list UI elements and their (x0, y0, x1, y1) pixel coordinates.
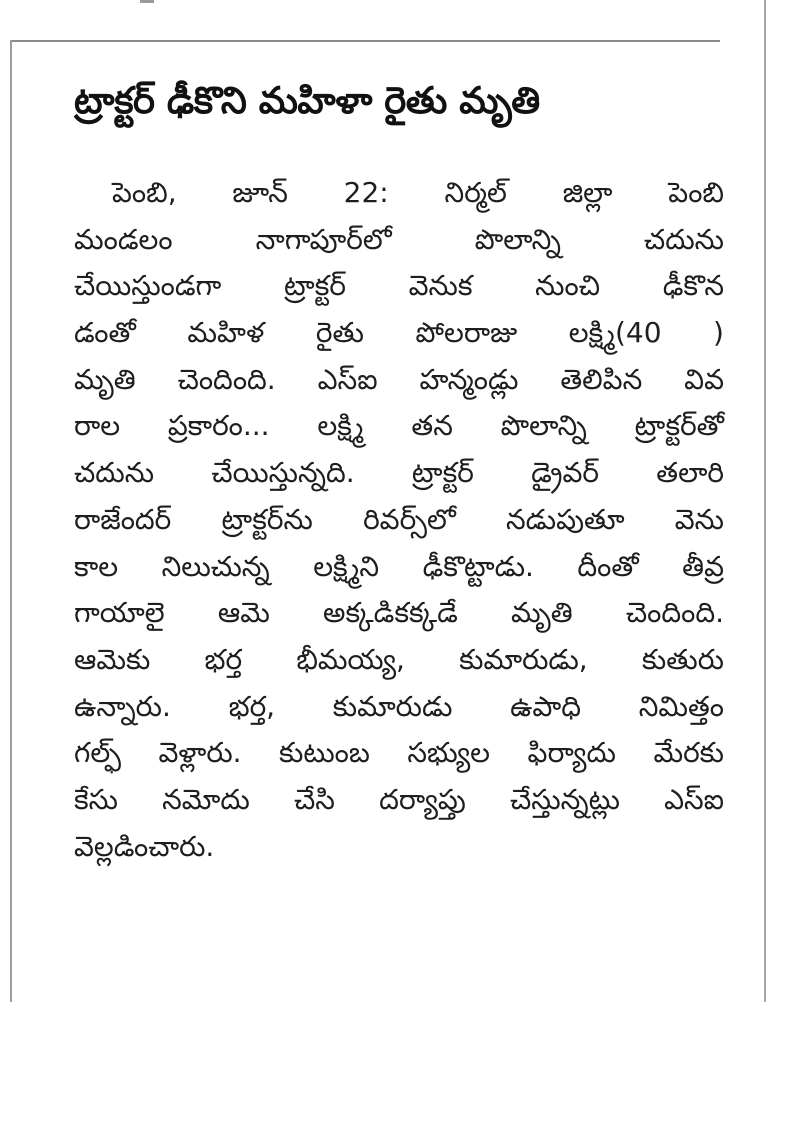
news-article (74, 68, 724, 870)
article-body-line: చదును చేయిస్తున్నది. ట్రాక్టర్ డ్రైవర్ తలారి (74, 456, 724, 490)
article-body-line: ఉన్నారు. భర్త, కుమారుడు ఉపాధి నిమిత్తం (74, 689, 724, 723)
article-body (74, 170, 724, 870)
article-headline: ట్రాక్టర్ ఢీకొని మహిళా రైతు మృతి (74, 79, 540, 122)
right-column-rule (764, 0, 766, 1002)
article-body-line: గల్ఫ్ వెళ్లారు. కుటుంబ సభ్యుల ఫిర్యాదు మేరకు (74, 736, 724, 770)
article-body-line: రాజేందర్ ట్రాక్టర్‌ను రివర్స్‌లో నడుపుతూ వెను (74, 502, 724, 536)
article-body-line: పెంబి, జూన్ 22: నిర్మల్ జిల్లా పెంబి (112, 176, 724, 209)
top-column-rule (10, 40, 720, 42)
article-body-line: మండలం నాగాపూర్‌లో పొలాన్ని చదును (74, 222, 724, 256)
article-body-line: చేయిస్తుండగా ట్రాక్టర్ వెనుక నుంచి ఢీకొన (74, 269, 724, 303)
article-body-line: డంతో మహిళ రైతు పోలరాజు లక్ష్మి(40 ) (74, 316, 724, 350)
article-body-line: మృతి చెందింది. ఎస్ఐ హన్మండ్లు తెలిపిన వివ (74, 362, 724, 396)
article-body-line: ఆమెకు భర్త భీమయ్య, కుమారుడు, కుతురు (74, 642, 724, 676)
left-column-rule (10, 40, 12, 1002)
article-body-line: వెల్లడించారు. (74, 829, 215, 863)
article-body-line: కేసు నమోదు చేసి దర్యాప్తు చేస్తున్నట్లు ఎస్ఐ (74, 782, 724, 816)
article-body-line: గాయాలై ఆమె అక్కడికక్కడే మృతి చెందింది. (74, 596, 724, 630)
article-body-line: రాల ప్రకారం... లక్ష్మి తన పొలాన్ని ట్రాక్టర్‌తో (74, 409, 724, 443)
top-edge-mark (140, 0, 154, 3)
article-body-line: కాల నిలుచున్న లక్ష్మిని ఢీకొట్టాడు. దీంతో తీవ్ర (74, 549, 724, 583)
